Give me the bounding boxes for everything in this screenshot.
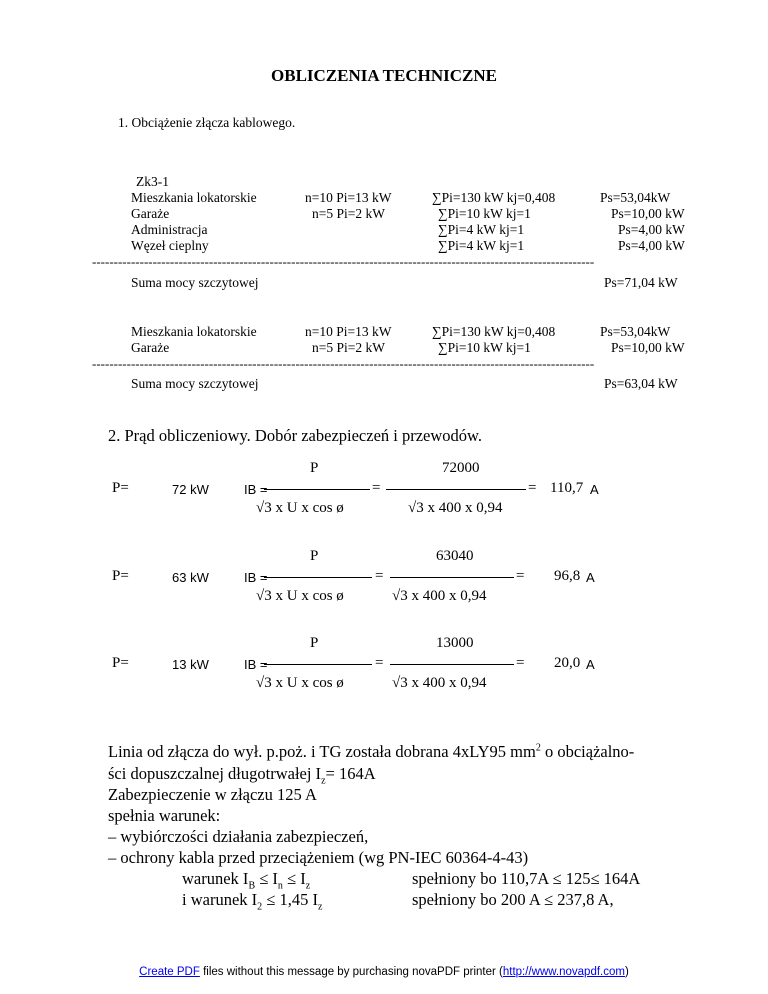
row-n: n=5 Pi=2 kW xyxy=(312,206,385,221)
row-name: Mieszkania lokatorskie xyxy=(131,324,257,339)
separator: -------------------------------------------------------------------------------------------------------------------- xyxy=(92,356,595,371)
result-unit: A xyxy=(590,482,599,497)
equals: = xyxy=(372,480,381,496)
row-ps: Ps=4,00 kW xyxy=(618,238,685,253)
denominator-value: √3 x 400 x 0,94 xyxy=(408,500,503,516)
denominator: √3 x U x cos ø xyxy=(256,500,344,516)
row-ps: Ps=10,00 kW xyxy=(611,206,685,221)
total-value: Ps=71,04 kW xyxy=(604,275,678,290)
row-ps: Ps=53,04kW xyxy=(600,190,671,205)
ib-label: IB = xyxy=(244,657,268,672)
p-label: P= xyxy=(112,655,129,671)
equals: = xyxy=(375,655,384,671)
text-line-4: spełnia warunek: xyxy=(108,806,221,825)
equals: = xyxy=(516,568,525,584)
row-n: n=10 Pi=13 kW xyxy=(305,190,392,205)
p-label: P= xyxy=(112,480,129,496)
page-title: OBLICZENIA TECHNICZNE xyxy=(271,66,497,85)
section-2-heading: 2. Prąd obliczeniowy. Dobór zabezpieczeń i przewodów. xyxy=(108,426,483,445)
fraction-line xyxy=(386,489,526,490)
text-line-1: Linia od złącza do wył. p.poż. i TG została dobrana 4xLY95 $mm^2$ o obciążalno- xyxy=(108,742,635,761)
fraction-line xyxy=(264,577,372,578)
row-sum: ∑Pi=10 kW kj=1 xyxy=(438,340,531,355)
row-ps: Ps=4,00 kW xyxy=(618,222,685,237)
equals: = xyxy=(375,568,384,584)
row-name: Garaże xyxy=(131,340,170,355)
p-value: 63 kW xyxy=(172,570,209,585)
numerator-value: 13000 xyxy=(436,635,474,651)
total-value: Ps=63,04 kW xyxy=(604,376,678,391)
row-sum: ∑Pi=4 kW kj=1 xyxy=(438,238,525,253)
numerator-value: 72000 xyxy=(442,460,480,476)
row-name: Administracja xyxy=(131,222,208,237)
section-1-heading: 1. Obciążenie złącza kablowego. xyxy=(118,115,296,130)
p-label: P= xyxy=(112,568,129,584)
pdf-footer: Create PDF files without this message by purchasing novaPDF printer (http://www.novapdf.com) xyxy=(139,966,629,978)
ib-label: IB = xyxy=(244,570,268,585)
p-value: 72 kW xyxy=(172,482,209,497)
row-n: n=5 Pi=2 kW xyxy=(312,340,385,355)
ib-label: IB = xyxy=(244,482,268,497)
condition-2-result: spełniony bo 200 A ≤ 237,8 A, xyxy=(412,890,614,909)
text-line-3: Zabezpieczenie w złączu 125 A xyxy=(108,785,317,804)
row-sum: ∑Pi=130 kW kj=0,408 xyxy=(432,324,556,339)
row-ps: Ps=53,04kW xyxy=(600,324,671,339)
denominator: √3 x U x cos ø xyxy=(256,675,344,691)
numerator: P xyxy=(310,635,319,651)
group-label: Zk3-1 xyxy=(136,174,169,189)
denominator-value: √3 x 400 x 0,94 xyxy=(392,588,487,604)
row-name: Węzeł cieplny xyxy=(131,238,209,253)
text-line-2: ści dopuszczalnej długotrwałej $I_z= 164A$ xyxy=(108,764,376,787)
fraction-line xyxy=(390,577,514,578)
bullet-2: – ochrony kabla przed przeciążeniem (wg PN-IEC 60364-4-43) xyxy=(108,848,529,867)
denominator: √3 x U x cos ø xyxy=(256,588,344,604)
row-n: n=10 Pi=13 kW xyxy=(305,324,392,339)
condition-1: warunek $I_B \le I_n \le I_z$ xyxy=(182,869,311,892)
row-name: Mieszkania lokatorskie xyxy=(131,190,257,205)
novapdf-link[interactable]: http://www.novapdf.com xyxy=(502,966,625,978)
p-value: 13 kW xyxy=(172,657,209,672)
result: 20,0 xyxy=(554,655,581,671)
numerator-value: 63040 xyxy=(436,548,474,564)
fraction-line xyxy=(264,664,372,665)
numerator: P xyxy=(310,548,319,564)
denominator-value: √3 x 400 x 0,94 xyxy=(392,675,487,691)
fraction-line xyxy=(390,664,514,665)
result-unit: A xyxy=(586,657,595,672)
total-label: Suma mocy szczytowej xyxy=(131,376,259,391)
equals: = xyxy=(516,655,525,671)
result: 96,8 xyxy=(554,568,581,584)
row-ps: Ps=10,00 kW xyxy=(611,340,685,355)
row-sum: ∑Pi=4 kW kj=1 xyxy=(438,222,525,237)
row-name: Garaże xyxy=(131,206,170,221)
row-sum: ∑Pi=10 kW kj=1 xyxy=(438,206,531,221)
separator: -------------------------------------------------------------------------------------------------------------------- xyxy=(92,254,595,269)
create-pdf-link[interactable]: Create PDF xyxy=(139,966,200,978)
result: 110,7 xyxy=(550,480,584,496)
numerator: P xyxy=(310,460,319,476)
equals: = xyxy=(528,480,537,496)
bullet-1: – wybiórczości działania zabezpieczeń, xyxy=(108,827,369,846)
condition-2: i warunek $I_2 \le 1,45$ $I_z$ xyxy=(182,890,323,913)
fraction-line xyxy=(264,489,370,490)
condition-1-result: spełniony bo 110,7A ≤ 125≤ 164A xyxy=(412,869,641,888)
row-sum: ∑Pi=130 kW kj=0,408 xyxy=(432,190,556,205)
total-label: Suma mocy szczytowej xyxy=(131,275,259,290)
result-unit: A xyxy=(586,570,595,585)
